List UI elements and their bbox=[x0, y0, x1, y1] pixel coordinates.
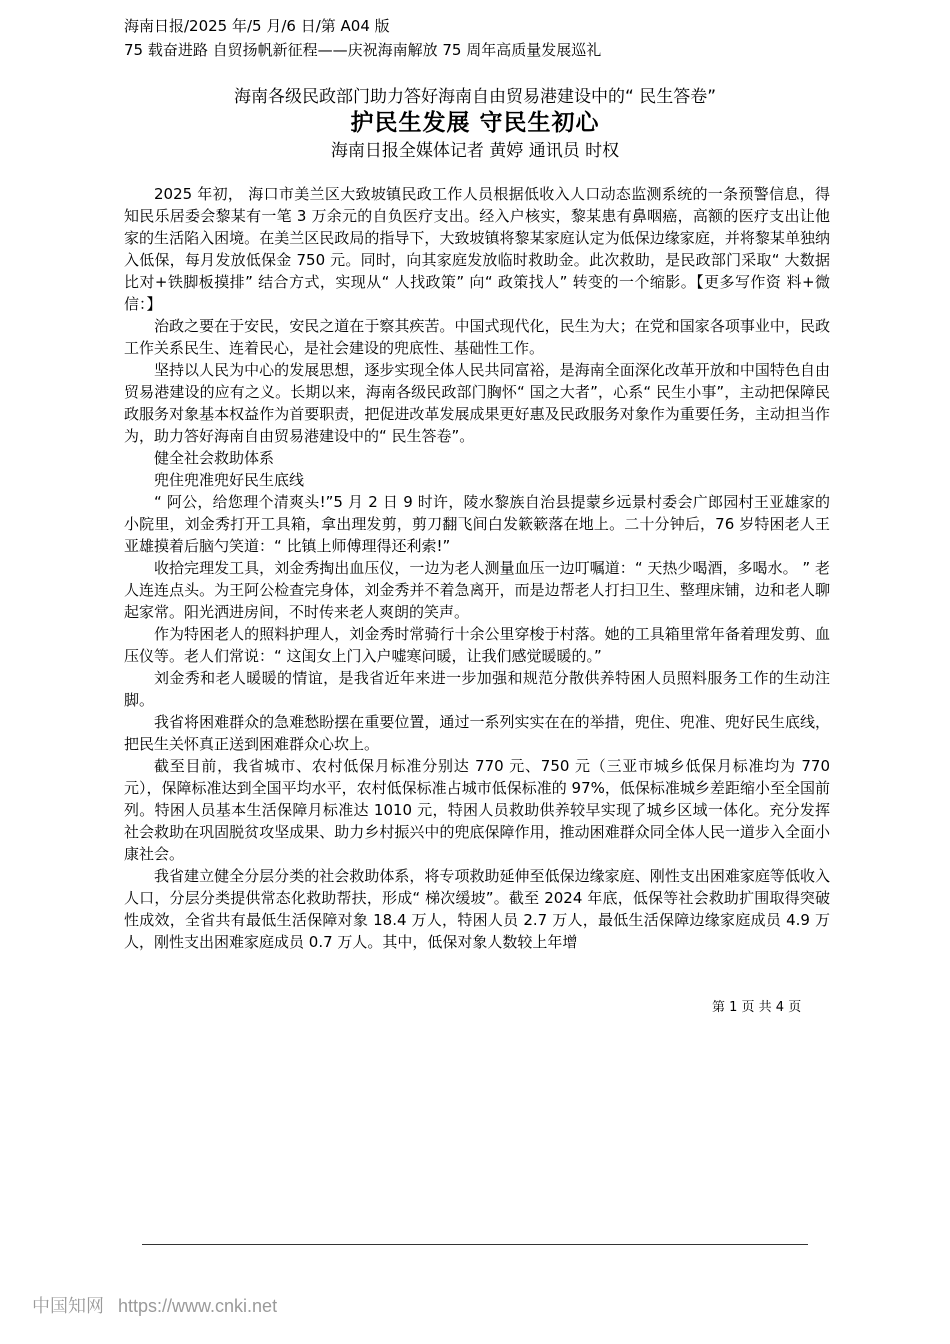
footer-divider bbox=[142, 1244, 808, 1245]
watermark-name: 中国知网 bbox=[32, 1296, 104, 1316]
article-kicker: 海南各级民政部门助力答好海南自由贸易港建设中的“ 民生答卷” bbox=[233, 87, 717, 107]
article-headline: 护民生发展 守民生初心 bbox=[350, 110, 600, 136]
section-subheading: 兜住兜准兜好民生底线 bbox=[154, 471, 305, 489]
paragraph: 刘金秀和老人暖暖的情谊，是我省近年来进一步加强和规范分散供养特困人员照料服务工作的生动注脚。 bbox=[124, 669, 830, 709]
paragraph: 治政之要在于安民，安民之道在于察其疾苦。中国式现代化，民生为大；在党和国家各项事业中，民政工作关系民生、连着民心，是社会建设的兜底性、基础性工作。 bbox=[124, 317, 830, 357]
source-line: 海南日报/2025 年/5 月/6 日/第 A04 版 bbox=[124, 17, 390, 35]
page-number: 第 1 页 共 4 页 bbox=[712, 1000, 802, 1015]
cnki-watermark bbox=[32, 1294, 291, 1318]
paragraph: 2025 年初， 海口市美兰区大致坡镇民政工作人员根据低收入人口动态监测系统的一条预警信息，得知民乐居委会黎某有一笔 3 万余元的自负医疗支出。经入户核实，黎某患有鼻咽癌，高额的医疗支出让他家的生活陷入困境。在美兰区民政局的指导下，大致坡镇将黎某家庭认定为低保边缘家庭，并将黎某单独纳入低保，每月发放低保金 750 元。同时，向其家庭发放临时救助金。此次救助，是民政部门采取“ 大数据比对+铁脚板摸排” 结合方式，实现从“ 人找政策” 向“ 政策找人” 转变的一个缩影。【更多写作资 料+微信：】 bbox=[124, 185, 830, 313]
paragraph: 截至目前，我省城市、农村低保月标准分别达 770 元、750 元（三亚市城乡低保月标准均为 770 元），保障标准达到全国平均水平，农村低保标准占城市低保标准的 97%，低保标准城乡差距缩小至全国前列。特困人员基本生活保障月标准达 1010 元，特困人员救助供养较早实现了城乡区域一体化。充分发挥社会救助在巩固脱贫攻坚成果、助力乡村振兴中的兜底保障作用，推动困难群众同全体人民一道步入全面小康社会。 bbox=[124, 757, 830, 863]
paragraph: 作为特困老人的照料护理人，刘金秀时常骑行十余公里穿梭于村落。她的工具箱里常年备着理发剪、血压仪等。老人们常说：“ 这闺女上门入户嘘寒问暖，让我们感觉暖暖的。” bbox=[124, 625, 830, 665]
paragraph: “ 阿公，给您理个清爽头!”5 月 2 日 9 时许，陵水黎族自治县提蒙乡远景村委会广郎园村王亚雄家的小院里，刘金秀打开工具箱，拿出理发剪，剪刀翻飞间白发簌簌落在地上。二十分钟后，76 岁特困老人王亚雄摸着后脑勺笑道：“ 比镇上师傅理得还利索!” bbox=[124, 493, 830, 555]
paragraph: 坚持以人民为中心的发展思想，逐步实现全体人民共同富裕，是海南全面深化改革开放和中国特色自由贸易港建设的应有之义。长期以来，海南各级民政部门胸怀“ 国之大者”，心系“ 民生小事”，主动把保障民政服务对象基本权益作为首要职责，把促进改革发展成果更好惠及民政服务对象作为重要任务，主动担当作为，助力答好海南自由贸易港建设中的“ 民生答卷”。 bbox=[124, 361, 830, 445]
section-heading: 健全社会救助体系 bbox=[154, 449, 275, 467]
watermark-url: https://www.cnki.net bbox=[118, 1296, 278, 1316]
column-line: 75 载奋进路 自贸扬帆新征程——庆祝海南解放 75 周年高质量发展巡礼 bbox=[124, 41, 602, 59]
paragraph: 收拾完理发工具，刘金秀掏出血压仪，一边为老人测量血压一边叮嘱道：“ 天热少喝酒，多喝水。 ” 老人连连点头。为王阿公检查完身体，刘金秀并不着急离开，而是边帮老人打扫卫生、整理床铺，边和老人聊起家常。阳光洒进房间，不时传来老人爽朗的笑声。 bbox=[124, 559, 830, 621]
paragraph: 我省建立健全分层分类的社会救助体系，将专项救助延伸至低保边缘家庭、刚性支出困难家庭等低收入人口，分层分类提供常态化救助帮扶，形成“ 梯次缓坡”。截至 2024 年底，低保等社会救助扩围取得突破性成效，全省共有最低生活保障对象 18.4 万人，特困人员 2.7 万人，最低生活保障边缘家庭成员 4.9 万人，刚性支出困难家庭成员 0.7 万人。其中，低保对象人数较上年增 bbox=[124, 867, 830, 951]
article-byline: 海南日报全媒体记者 黄婷 通讯员 时权 bbox=[330, 141, 620, 161]
article-body bbox=[124, 183, 830, 953]
paragraph: 我省将困难群众的急难愁盼摆在重要位置，通过一系列实实在在的举措，兜住、兜准、兜好民生底线，把民生关怀真正送到困难群众心坎上。 bbox=[124, 713, 830, 753]
